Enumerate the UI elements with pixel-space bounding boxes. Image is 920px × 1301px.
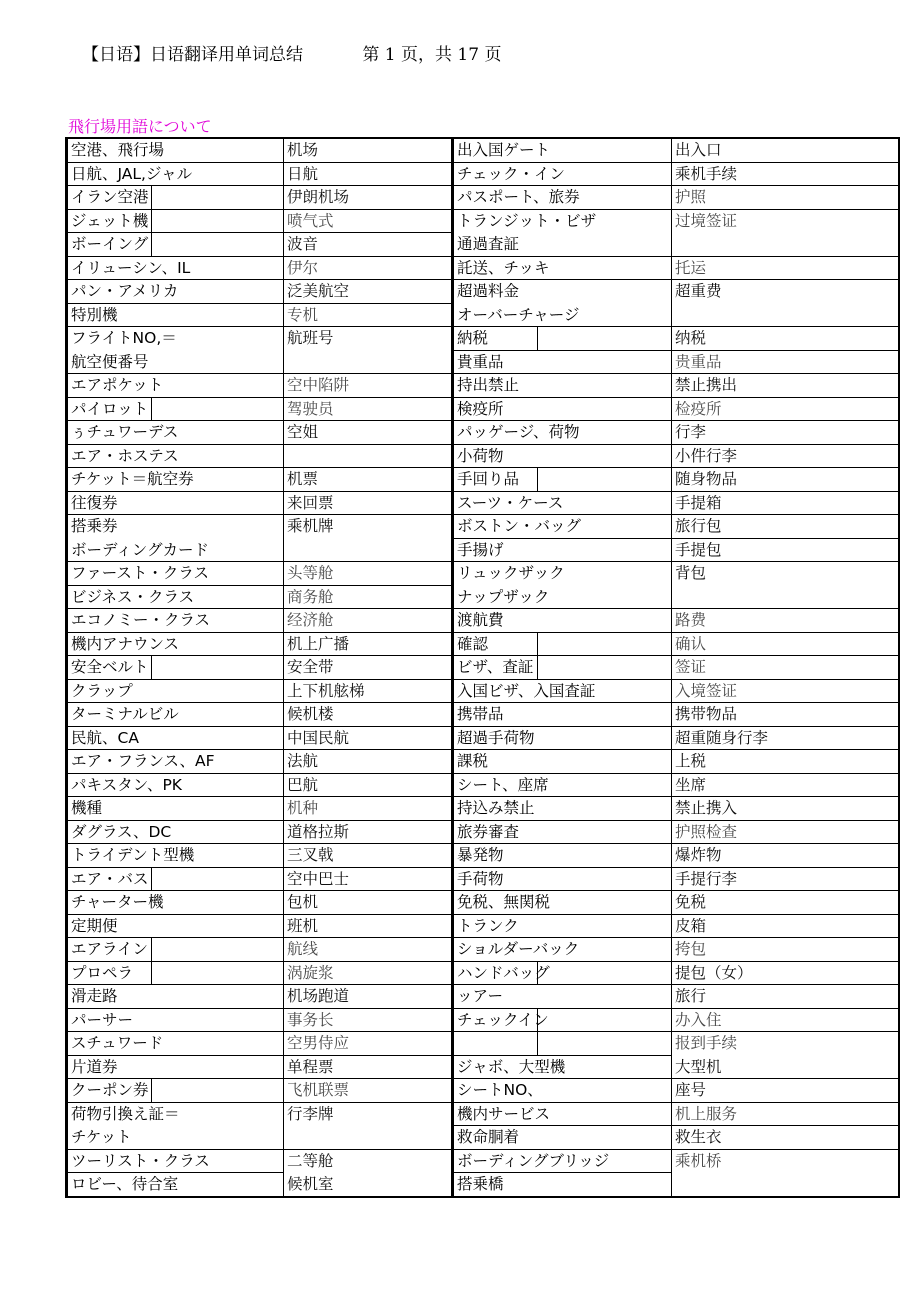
chinese-term: 波音 [284,233,453,257]
japanese-term: 手荷物 [453,867,672,891]
japanese-term: 超過料金 [453,280,672,304]
japanese-term: パン・アメリカ [67,280,284,304]
japanese-term: 持込み禁止 [453,797,672,821]
chinese-term [284,538,453,562]
vocab-row [67,162,899,186]
chinese-term: 签证 [672,656,899,680]
chinese-term [284,350,453,374]
japanese-term: ビザ、査証 [453,656,672,680]
chinese-term: 空中陷阱 [284,374,453,398]
chinese-term: 确认 [672,632,899,656]
chinese-term: 经济舱 [284,609,453,633]
vocab-row [67,186,899,210]
vocab-row [67,961,899,985]
japanese-term: 往復券 [67,491,284,515]
chinese-term: 机上广播 [284,632,453,656]
japanese-term: 納税 [453,327,672,351]
japanese-term: ショルダーバック [453,938,672,962]
vocab-row [67,538,899,562]
japanese-term: エコノミー・クラス [67,609,284,633]
chinese-term: 提包（女） [672,961,899,985]
japanese-term: 滑走路 [67,985,284,1009]
japanese-term: リュックザック [453,562,672,586]
japanese-term: ジャボ、大型機 [453,1055,672,1079]
japanese-term: ハンドバッグ [453,961,672,985]
japanese-term: ダグラス、DC [67,820,284,844]
japanese-term: ッアー [453,985,672,1009]
japanese-term: 超過手荷物 [453,726,672,750]
japanese-term: 確認 [453,632,672,656]
japanese-term: パスポート、旅券 [453,186,672,210]
japanese-term: パッゲージ、荷物 [453,421,672,445]
chinese-term: 报到手续 [672,1032,899,1056]
vocab-row [67,1102,899,1126]
chinese-term: 手提行李 [672,867,899,891]
japanese-term: イラン空港 [67,186,284,210]
chinese-term: 空男侍应 [284,1032,453,1056]
japanese-term: 渡航費 [453,609,672,633]
chinese-term: 事务长 [284,1008,453,1032]
chinese-term [672,303,899,327]
vocab-row [67,609,899,633]
vocab-row [67,138,899,162]
vocab-row [67,280,899,304]
japanese-term: 入国ビザ、入国査証 [453,679,672,703]
japanese-term: エア・バス [67,867,284,891]
chinese-term: 行李 [672,421,899,445]
japanese-term: エアポケット [67,374,284,398]
vocab-row [67,374,899,398]
document-title: 【日语】日语翻译用单词总结 [82,45,303,65]
chinese-term: 上税 [672,750,899,774]
chinese-term [284,1126,453,1150]
chinese-term: 班机 [284,914,453,938]
japanese-term: エア・フランス、AF [67,750,284,774]
chinese-term: 安全带 [284,656,453,680]
vocab-row [67,679,899,703]
chinese-term: 护照 [672,186,899,210]
chinese-term: 随身物品 [672,468,899,492]
section-title: 飛行場用語について [68,117,212,136]
chinese-term: 包机 [284,891,453,915]
vocab-row [67,750,899,774]
chinese-term: 办入住 [672,1008,899,1032]
japanese-term [453,1032,672,1056]
vocabulary-table-body [67,138,899,1197]
japanese-term: 貴重品 [453,350,672,374]
chinese-term: 中国民航 [284,726,453,750]
japanese-term: スーツ・ケース [453,491,672,515]
japanese-term: クーポン券 [67,1079,284,1103]
vocab-row [67,468,899,492]
chinese-term: 乘机桥 [672,1149,899,1173]
chinese-term [672,585,899,609]
vocab-row [67,820,899,844]
vocab-row [67,844,899,868]
chinese-term: 专机 [284,303,453,327]
chinese-term: 空中巴士 [284,867,453,891]
vocab-row [67,914,899,938]
japanese-term: シート、座席 [453,773,672,797]
chinese-term: 三叉戟 [284,844,453,868]
chinese-term: 来回票 [284,491,453,515]
japanese-term: 搭乗券 [67,515,284,539]
chinese-term [284,444,453,468]
chinese-term: 挎包 [672,938,899,962]
japanese-term: パキスタン、PK [67,773,284,797]
chinese-term: 伊朗机场 [284,186,453,210]
japanese-term: スチュワード [67,1032,284,1056]
japanese-term: 免税、無関税 [453,891,672,915]
vocab-row [67,1173,899,1197]
japanese-term: パーサー [67,1008,284,1032]
vocabulary-table [65,137,900,1198]
chinese-term: 护照检查 [672,820,899,844]
japanese-term: クラップ [67,679,284,703]
japanese-term: 携帯品 [453,703,672,727]
chinese-term: 候机室 [284,1173,453,1197]
chinese-term: 机种 [284,797,453,821]
chinese-term: 二等舱 [284,1149,453,1173]
vocab-row [67,1032,899,1056]
chinese-term: 机场跑道 [284,985,453,1009]
japanese-term: ジェット機 [67,209,284,233]
vocab-row [67,1055,899,1079]
chinese-term: 小件行李 [672,444,899,468]
japanese-term: パイロット [67,397,284,421]
japanese-term: 通過査証 [453,233,672,257]
chinese-term: 超重费 [672,280,899,304]
chinese-term: 皮箱 [672,914,899,938]
vocab-row [67,656,899,680]
japanese-term: エアライン [67,938,284,962]
chinese-term: 日航 [284,162,453,186]
japanese-term: トランク [453,914,672,938]
japanese-term: チェック・イン [453,162,672,186]
japanese-term: 小荷物 [453,444,672,468]
chinese-term: 路费 [672,609,899,633]
chinese-term: 禁止携入 [672,797,899,821]
vocab-row [67,515,899,539]
chinese-term: 涡旋浆 [284,961,453,985]
japanese-term: 搭乗橋 [453,1173,672,1197]
japanese-term: 機種 [67,797,284,821]
chinese-term: 泛美航空 [284,280,453,304]
japanese-term: チケット＝航空券 [67,468,284,492]
chinese-term: 伊尔 [284,256,453,280]
chinese-term: 机场 [284,138,453,162]
japanese-term: ターミナルビル [67,703,284,727]
japanese-term: シートNO、 [453,1079,672,1103]
chinese-term: 法航 [284,750,453,774]
japanese-term: チェックイン [453,1008,672,1032]
chinese-term: 座号 [672,1079,899,1103]
chinese-term: 坐席 [672,773,899,797]
chinese-term: 行李牌 [284,1102,453,1126]
japanese-term: ボーディングカード [67,538,284,562]
japanese-term: チケット [67,1126,284,1150]
japanese-term: トランジット・ビザ [453,209,672,233]
chinese-term: 乘机手续 [672,162,899,186]
chinese-term: 爆炸物 [672,844,899,868]
chinese-term: 贵重品 [672,350,899,374]
japanese-term: 片道券 [67,1055,284,1079]
chinese-term: 上下机舷梯 [284,679,453,703]
chinese-term: 免税 [672,891,899,915]
chinese-term: 旅行包 [672,515,899,539]
japanese-term: 検疫所 [453,397,672,421]
vocab-row [67,562,899,586]
japanese-term: ボストン・バッグ [453,515,672,539]
chinese-term: 背包 [672,562,899,586]
japanese-term: ツーリスト・クラス [67,1149,284,1173]
japanese-term: ナップザック [453,585,672,609]
japanese-term: 定期便 [67,914,284,938]
vocab-row [67,867,899,891]
japanese-term: 航空便番号 [67,350,284,374]
japanese-term: 特別機 [67,303,284,327]
vocab-row [67,985,899,1009]
japanese-term: チャーター機 [67,891,284,915]
chinese-term: 机票 [284,468,453,492]
chinese-term: 超重随身行李 [672,726,899,750]
vocab-row [67,421,899,445]
vocab-row [67,726,899,750]
japanese-term: ぅチュワーデス [67,421,284,445]
vocab-row [67,891,899,915]
chinese-term: 过境签证 [672,209,899,233]
chinese-term [672,1173,899,1197]
chinese-term: 巴航 [284,773,453,797]
chinese-term: 空姐 [284,421,453,445]
vocab-row [67,797,899,821]
chinese-term: 候机楼 [284,703,453,727]
chinese-term: 飞机联票 [284,1079,453,1103]
vocab-row [67,256,899,280]
page-info: 第 1 页，共 17 页 [362,45,502,65]
vocab-row [67,632,899,656]
chinese-term: 单程票 [284,1055,453,1079]
vocab-row [67,773,899,797]
vocab-row [67,209,899,233]
japanese-term: 出入国ゲート [453,138,672,162]
japanese-term: ボーイング [67,233,284,257]
chinese-term: 驾驶员 [284,397,453,421]
japanese-term: ビジネス・クラス [67,585,284,609]
chinese-term: 机上服务 [672,1102,899,1126]
vocab-row [67,703,899,727]
vocab-row [67,1008,899,1032]
vocab-row [67,397,899,421]
vocab-row [67,444,899,468]
vocab-row [67,938,899,962]
japanese-term: ファースト・クラス [67,562,284,586]
japanese-term: 持出禁止 [453,374,672,398]
vocab-row [67,350,899,374]
japanese-term: 手回り品 [453,468,672,492]
chinese-term: 手提包 [672,538,899,562]
chinese-term: 救生衣 [672,1126,899,1150]
japanese-term: 日航、JAL,ジャル [67,162,284,186]
chinese-term [672,233,899,257]
vocab-row [67,1149,899,1173]
japanese-term: トライデント型機 [67,844,284,868]
japanese-term: フライトNO,＝ [67,327,284,351]
chinese-term: 携带物品 [672,703,899,727]
page-header [82,40,501,65]
chinese-term: 旅行 [672,985,899,1009]
japanese-term: エア・ホステス [67,444,284,468]
chinese-term: 出入口 [672,138,899,162]
chinese-term: 商务舱 [284,585,453,609]
japanese-term: 託送、チッキ [453,256,672,280]
chinese-term: 手提箱 [672,491,899,515]
japanese-term: 機内アナウンス [67,632,284,656]
vocab-row [67,327,899,351]
japanese-term: オーバーチャージ [453,303,672,327]
vocab-row [67,1079,899,1103]
japanese-term: ロビー、待合室 [67,1173,284,1197]
vocab-row [67,303,899,327]
chinese-term: 航线 [284,938,453,962]
japanese-term: 旅券審査 [453,820,672,844]
chinese-term: 航班号 [284,327,453,351]
chinese-term: 检疫所 [672,397,899,421]
vocab-row [67,1126,899,1150]
japanese-term: 救命胴着 [453,1126,672,1150]
japanese-term: 荷物引換え証＝ [67,1102,284,1126]
chinese-term: 喷气式 [284,209,453,233]
chinese-term: 头等舱 [284,562,453,586]
chinese-term: 大型机 [672,1055,899,1079]
japanese-term: イリューシン、IL [67,256,284,280]
chinese-term: 入境签证 [672,679,899,703]
vocab-row [67,491,899,515]
japanese-term: 機内サービス [453,1102,672,1126]
chinese-term: 纳税 [672,327,899,351]
chinese-term: 道格拉斯 [284,820,453,844]
japanese-term: 手揚げ [453,538,672,562]
japanese-term: 安全ベルト [67,656,284,680]
vocab-row [67,585,899,609]
japanese-term: 暴発物 [453,844,672,868]
chinese-term: 禁止携出 [672,374,899,398]
chinese-term: 乘机牌 [284,515,453,539]
japanese-term: プロペラ [67,961,284,985]
japanese-term: 課税 [453,750,672,774]
japanese-term: ボーディングブリッジ [453,1149,672,1173]
chinese-term: 托运 [672,256,899,280]
japanese-term: 民航、CA [67,726,284,750]
vocab-row [67,233,899,257]
japanese-term: 空港、飛行場 [67,138,284,162]
